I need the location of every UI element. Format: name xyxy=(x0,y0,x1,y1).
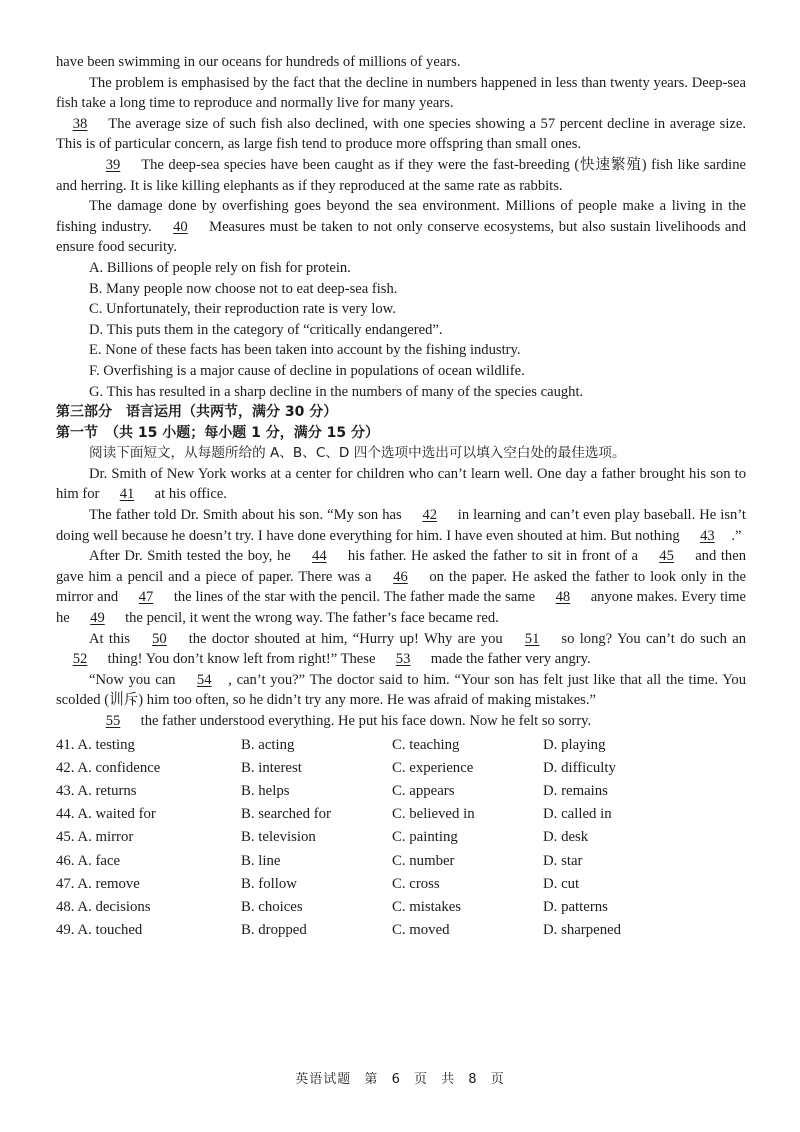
cloze-paragraph xyxy=(56,546,746,628)
blank-40: 40 xyxy=(173,218,188,235)
page-content xyxy=(56,52,746,942)
footer-subject: 英语试题 xyxy=(295,1072,352,1087)
option-c: C. believed in xyxy=(392,806,475,823)
option-a: 45. A. mirror xyxy=(56,829,134,846)
question-row xyxy=(56,803,746,826)
blank-43: 43 xyxy=(700,527,715,544)
option-d: D. This puts them in the category of “critically endangered”. xyxy=(89,321,443,338)
cloze-paragraph xyxy=(56,670,746,711)
question-row xyxy=(56,919,746,942)
cloze-paragraph xyxy=(56,711,746,732)
option-d: D. star xyxy=(543,852,583,869)
cloze-paragraph xyxy=(56,464,746,505)
paragraph-text: at his office. xyxy=(151,486,227,503)
question-row xyxy=(56,757,746,780)
option-d: D. difficulty xyxy=(543,759,616,776)
paragraph-text: thing! You don’t know left from right!” These xyxy=(104,651,380,668)
option-c: C. Unfortunately, their reproduction rate is very low. xyxy=(89,301,396,318)
question-row xyxy=(56,780,746,803)
option-c: C. number xyxy=(392,852,455,869)
paragraph-text: the doctor shouted at him, “Hurry up! Why are you xyxy=(183,630,509,647)
paragraph-text: on the paper. He asked the father to look only in the mirror and xyxy=(56,568,747,606)
option-a: 46. A. face xyxy=(56,852,121,869)
question-row xyxy=(56,873,746,896)
page-footer xyxy=(0,1068,800,1087)
option-b: B. line xyxy=(241,852,281,869)
option-d: D. cut xyxy=(543,875,580,892)
option-b: B. acting xyxy=(241,736,295,753)
blank-38: 38 xyxy=(72,115,88,132)
option-e: E. None of these facts has been taken into account by the fishing industry. xyxy=(89,342,521,359)
option-f: F. Overfishing is a major cause of decline in populations of ocean wildlife. xyxy=(89,362,525,379)
paragraph-text: the pencil, it went the wrong way. The father’s face became red. xyxy=(121,610,499,627)
blank-52: 52 xyxy=(72,651,88,668)
paragraph-text: anyone makes. Every time he xyxy=(56,589,747,627)
paragraph-text: The average size of such fish also declined, with one species showing a 57 percent decline in average size. This is of particular concern, as large fish tend to produce more offspring than small ones. xyxy=(56,115,746,153)
option-b: B. follow xyxy=(241,875,297,892)
option-c: C. experience xyxy=(392,759,474,776)
paragraph-text: “Now you can xyxy=(89,671,181,688)
footer-text: 页 xyxy=(490,1072,505,1087)
paragraph-text: in learning and can’t even play baseball. He isn’t doing well because he doesn’t try. I have done everything for him. I have even shouted at him. But nothing xyxy=(56,507,746,544)
paragraph-text: After Dr. Smith tested the boy, he xyxy=(89,548,296,565)
option-a: A. Billions of people rely on fish for protein. xyxy=(89,259,351,276)
passage-paragraph: The problem is emphasised by the fact that the decline in numbers happened in less than twenty years. Deep-sea fish take a long time to reproduce and normally live for many years. xyxy=(56,74,746,112)
blank-48: 48 xyxy=(555,589,571,606)
paragraph-text: The damage done by overfishing goes beyond the sea environment. Millions of people make a living in the fishing industry. xyxy=(56,198,746,235)
paragraph-text: the lines of the star with the pencil. The father made the same xyxy=(170,589,539,606)
footer-total-pages: 8 xyxy=(468,1072,478,1087)
question-row xyxy=(56,826,746,849)
paragraph-text: Dr. Smith of New York works at a center for children who can’t learn well. One day a father brought his son to him for xyxy=(56,465,746,503)
option-a: 49. A. touched xyxy=(56,922,143,939)
option-b: B. television xyxy=(241,829,316,846)
passage-paragraph xyxy=(56,155,746,196)
option-d: D. desk xyxy=(543,829,589,846)
option-c: C. moved xyxy=(392,922,450,939)
footer-text: 页 xyxy=(413,1072,428,1087)
paragraph-text: made the father very angry. xyxy=(427,651,591,668)
option-a: 41. A. testing xyxy=(56,736,135,753)
paragraph-text: , can’t you?” The doctor said to him. “Your son has felt just like that all the time. You scolded (训斥) him too often, so he didn’t try any more. He was afraid of making mistakes.” xyxy=(56,671,746,709)
option-c: C. cross xyxy=(392,875,440,892)
blank-46: 46 xyxy=(393,568,408,585)
section-title: 第三部分 语言运用（共两节，满分 30 分） xyxy=(56,404,338,421)
option-c: C. appears xyxy=(392,782,455,799)
seven-choice-options xyxy=(56,258,746,402)
instruction: 阅读下面短文，从每题所给的 A、B、C、D 四个选项中选出可以填入空白处的最佳选项。 xyxy=(89,445,626,462)
paragraph-text: and then gave him a pencil and a piece of paper. There was a xyxy=(56,548,746,585)
passage-paragraph xyxy=(56,114,746,155)
option-g: G. This has resulted in a sharp decline in the numbers of many of the species caught. xyxy=(89,383,584,400)
passage-paragraph: have been swimming in our oceans for hundreds of millions of years. xyxy=(56,54,461,70)
question-row xyxy=(56,896,746,919)
footer-text: 共 xyxy=(441,1072,456,1087)
passage-paragraph xyxy=(56,196,746,258)
question-row xyxy=(56,850,746,873)
option-d: D. remains xyxy=(543,782,608,799)
paragraph-text: the father understood everything. He put his face down. Now he felt so sorry. xyxy=(137,713,592,729)
option-b: B. dropped xyxy=(241,922,307,939)
option-d: D. playing xyxy=(543,736,606,753)
option-a: 44. A. waited for xyxy=(56,806,156,823)
option-a: 47. A. remove xyxy=(56,875,140,892)
option-a: 48. A. decisions xyxy=(56,898,151,915)
blank-50: 50 xyxy=(152,630,167,647)
cloze-paragraph xyxy=(56,629,746,670)
paragraph-text: so long? You can’t do such an xyxy=(556,630,746,647)
blank-45: 45 xyxy=(659,548,674,565)
option-b: B. interest xyxy=(241,759,302,776)
paragraph-text: The deep-sea species have been caught as if they were the fast-breeding (快速繁殖) fish like sardine and herring. It is like killing elephants as if they reproduced at the same rate as rabbits. xyxy=(56,156,746,194)
paragraph-text: his father. He asked the father to sit in front of a xyxy=(343,548,643,565)
option-c: C. painting xyxy=(392,829,458,846)
option-a: 43. A. returns xyxy=(56,782,137,799)
subsection-title: 第一节 （共 15 小题；每小题 1 分，满分 15 分） xyxy=(56,424,379,441)
blank-42: 42 xyxy=(422,507,438,524)
option-c: C. mistakes xyxy=(392,898,462,915)
option-d: D. called in xyxy=(543,806,612,823)
option-b: B. searched for xyxy=(241,806,331,823)
option-d: D. sharpened xyxy=(543,922,622,939)
blank-51: 51 xyxy=(524,630,540,647)
blank-44: 44 xyxy=(312,548,327,565)
blank-53: 53 xyxy=(395,651,411,668)
footer-page-number: 6 xyxy=(391,1072,401,1087)
paragraph-text: At this xyxy=(89,630,136,647)
option-b: B. choices xyxy=(241,898,303,915)
blank-41: 41 xyxy=(119,486,135,503)
question-options-grid xyxy=(56,734,746,943)
cloze-paragraph xyxy=(56,505,746,546)
option-b: B. Many people now choose not to eat deep-sea fish. xyxy=(89,280,398,297)
option-a: 42. A. confidence xyxy=(56,759,161,776)
blank-55: 55 xyxy=(105,713,121,729)
footer-text: 第 xyxy=(364,1072,379,1087)
blank-49: 49 xyxy=(90,610,105,627)
option-d: D. patterns xyxy=(543,898,608,915)
question-row xyxy=(56,734,746,757)
paragraph-text: Measures must be taken to not only conserve ecosystems, but also sustain livelihoods and ensure food security. xyxy=(56,218,746,256)
blank-54: 54 xyxy=(196,671,212,688)
paragraph-text: .” xyxy=(731,527,742,544)
paragraph-text: The father told Dr. Smith about his son. “My son has xyxy=(89,507,406,524)
blank-47: 47 xyxy=(138,589,154,606)
blank-39: 39 xyxy=(105,156,121,173)
option-b: B. helps xyxy=(241,782,290,799)
option-c: C. teaching xyxy=(392,736,460,753)
